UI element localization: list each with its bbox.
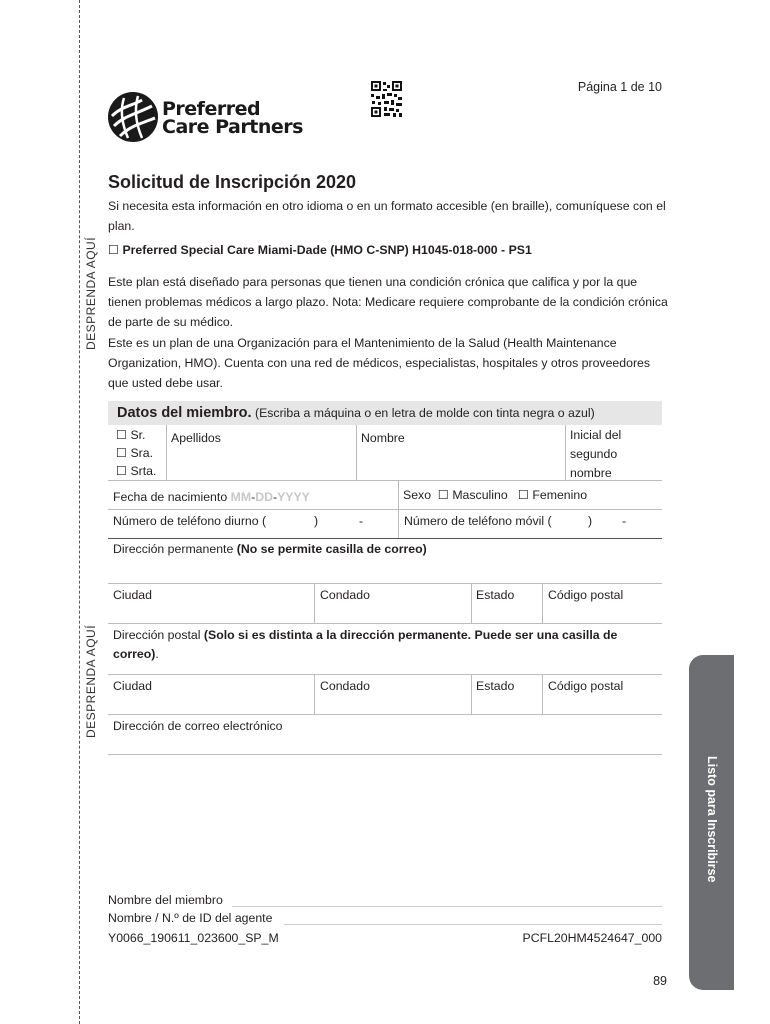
section-title: Datos del miembro. [117, 405, 252, 421]
grid-line [108, 754, 662, 755]
birth-month-placeholder: MM [230, 490, 252, 504]
tear-line [79, 0, 80, 1024]
mailing-address-label: Dirección postal [113, 628, 201, 642]
last-name-field[interactable]: Apellidos [171, 431, 221, 445]
day-phone-paren: ) [314, 514, 319, 528]
page-number: 89 [653, 974, 667, 988]
grid-line [108, 674, 662, 675]
grid-line [108, 509, 662, 510]
member-data-form [108, 401, 662, 425]
form-code: PCFL20HM4524647_000 [522, 931, 662, 945]
page-indicator: Página 1 de 10 [577, 80, 662, 94]
logo-wordmark [162, 100, 303, 136]
birth-date-label: Fecha de nacimiento [113, 490, 228, 504]
mobile-phone-label: Número de teléfono móvil ( [404, 514, 552, 528]
mailing-address-field[interactable] [113, 626, 633, 664]
grid-line [314, 674, 315, 714]
salutation-srta-checkbox[interactable]: ☐ Srta. [116, 464, 157, 478]
zip-field[interactable]: Código postal [548, 588, 624, 602]
qr-code-icon [370, 80, 403, 118]
agent-id-label: Nombre / N.º de ID del agente [108, 911, 273, 925]
county-field[interactable]: Condado [320, 588, 370, 602]
grid-line [542, 674, 543, 714]
tear-label-bottom: DESPRENDA AQUÍ [84, 624, 98, 738]
mailing-address-period: . [155, 647, 159, 661]
city-field[interactable]: Ciudad [113, 588, 152, 602]
salutation-sra-checkbox[interactable]: ☐ Sra. [116, 446, 153, 460]
mobile-phone-paren: ) [588, 514, 593, 528]
sex-label: Sexo [403, 488, 432, 502]
first-name-field[interactable]: Nombre [361, 431, 405, 445]
page-title: Solicitud de Inscripción 2020 [108, 172, 357, 192]
day-phone-label: Número de teléfono diurno ( [113, 514, 267, 528]
state-field[interactable]: Estado [476, 588, 515, 602]
mailing-zip-field[interactable]: Código postal [548, 679, 624, 693]
grid-line [108, 538, 662, 539]
grid-line [565, 425, 566, 480]
mailing-address-note: (Solo si es distinta a la dirección permanente. Puede ser una casilla de correo) [113, 628, 618, 661]
grid-line [108, 623, 662, 624]
date-separator: - [251, 490, 256, 504]
mailing-city-field[interactable]: Ciudad [113, 679, 152, 693]
email-field[interactable]: Dirección de correo electrónico [113, 719, 283, 733]
day-phone-field[interactable] [113, 512, 266, 530]
grid-line [108, 583, 662, 584]
sex-field [403, 486, 587, 504]
day-phone-dash: - [359, 514, 364, 528]
grid-line [471, 674, 472, 714]
middle-initial-field[interactable] [570, 426, 621, 483]
logo-line-2: Care Partners [162, 116, 303, 138]
mailing-county-field[interactable]: Condado [320, 679, 370, 693]
birth-day-placeholder: DD [255, 490, 273, 504]
grid-line [471, 583, 472, 623]
globe-logo-icon [108, 92, 158, 142]
middle-initial-label-2: segundo [570, 447, 618, 461]
salutation-sr-checkbox[interactable]: ☐ Sr. [116, 428, 146, 442]
side-tab-label: Listo para Inscribirse [705, 756, 719, 883]
form-section-header [108, 401, 662, 425]
company-logo [108, 92, 328, 148]
plan-description-2: Este es un plan de una Organización para el Mantenimiento de la Salud (Health Maintenance Organization, HMO). Cuenta con una red de médicos, especialistas, hospitales y otros proveedores que usted debe usar. [108, 336, 651, 390]
logo-line-1: Preferred [162, 98, 261, 120]
document-code: Y0066_190611_023600_SP_M [108, 931, 279, 945]
permanent-address-label: Dirección permanente [113, 542, 234, 556]
tear-label-top: DESPRENDA AQUÍ [84, 236, 98, 350]
date-separator: - [272, 490, 278, 504]
grid-line [542, 583, 543, 623]
plan-description-1: Este plan está diseñado para personas que tienen una condición crónica que califica y por la que tienen problemas médicos a largo plazo. Nota: Medicare requiere comprobante de la condición crónica de parte de su médico. [108, 275, 668, 329]
agent-id-line [284, 924, 662, 925]
grid-line [108, 714, 662, 715]
sex-female-checkbox[interactable]: ☐ Femenino [517, 488, 588, 502]
middle-initial-label-3: nombre [570, 466, 612, 480]
middle-initial-label-1: Inicial del [570, 428, 622, 442]
sex-male-checkbox[interactable]: ☐ Masculino [437, 488, 508, 502]
section-note: (Escriba a máquina o en letra de molde con tinta negra o azul) [254, 406, 595, 420]
grid-line [356, 425, 357, 480]
grid-line [314, 583, 315, 623]
permanent-address-note: (No se permite casilla de correo) [236, 542, 427, 556]
mobile-phone-field[interactable] [404, 512, 552, 530]
member-name-line [232, 906, 662, 907]
member-name-label: Nombre del miembro [108, 893, 223, 907]
accessibility-note: Si necesita esta información en otro idioma o en un formato accesible (en braille), comuníquese con el plan. [108, 199, 666, 233]
birth-year-placeholder: YYYY [277, 490, 310, 504]
mobile-phone-dash: - [622, 514, 627, 528]
grid-line [166, 425, 167, 480]
plan-checkbox-label[interactable]: ☐ Preferred Special Care Miami-Dade (HMO C-SNP) H1045-018-000 - PS1 [108, 243, 532, 257]
mailing-state-field[interactable]: Estado [476, 679, 515, 693]
permanent-address-field[interactable] [113, 540, 427, 558]
salutation-options [116, 426, 156, 480]
birth-date-field[interactable] [113, 488, 310, 506]
